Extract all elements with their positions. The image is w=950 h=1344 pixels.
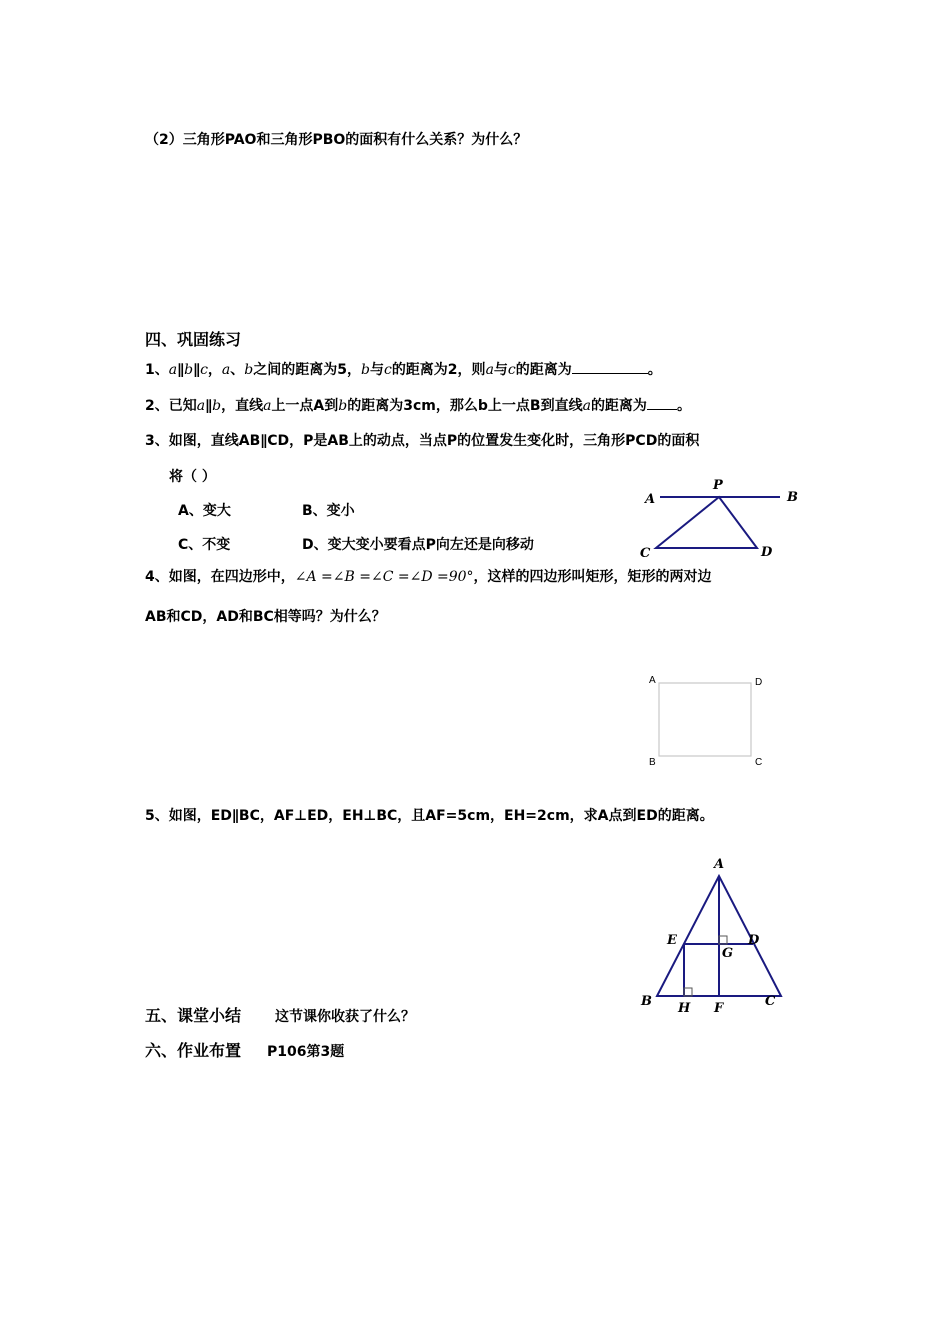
q1-number: 1、: [145, 362, 169, 378]
q1-text-5: 的距离为2，则: [391, 362, 486, 378]
section-6: [145, 1038, 344, 1061]
q5-label-b: B: [641, 994, 652, 1009]
q1-var-a2: a: [221, 362, 231, 378]
q2-text-3: 上一点A到: [271, 398, 339, 414]
q3-option-a[interactable]: A、变大: [178, 503, 231, 519]
q1-var-c2: c: [383, 362, 392, 378]
q2-text-4: 的距离为3cm，那么b上一点B到直线: [347, 398, 583, 414]
q4-formula: ∠A =∠B =∠C =∠D =90°: [294, 569, 474, 585]
q5-label-g: G: [722, 946, 734, 961]
q1-text-3: 之间的距离为5，: [253, 362, 361, 378]
q1-var-b3: b: [361, 362, 370, 378]
question-part-2: （2）三角形PAO和三角形PBO的面积有什么关系？为什么？: [145, 132, 528, 148]
q3-option-b[interactable]: B、变小: [302, 503, 355, 519]
q1-text-4: 与: [369, 362, 384, 378]
q4-label-c: C: [755, 757, 763, 768]
q1-var-c3: c: [507, 362, 516, 378]
question-5: 5、如图，ED∥BC，AF⊥ED，EH⊥BC，且AF=5cm，EH=2cm，求A点到ED的距离。: [145, 808, 714, 824]
q2-text-5: 的距离为: [590, 398, 647, 414]
q4-text-1: 4、如图，在四边形中，: [145, 569, 295, 585]
q4-label-b: B: [649, 757, 656, 768]
q2-var-a: a: [196, 398, 206, 414]
q5-label-e: E: [667, 933, 677, 948]
q2-var-b: b: [212, 398, 222, 414]
q1-var-a3: a: [485, 362, 494, 378]
q1-text-2: 、: [230, 362, 245, 378]
q5-right-angle-g: [719, 936, 727, 944]
q1-text-6: 与: [493, 362, 508, 378]
section-5-text: 这节课你收获了什么？: [275, 1009, 416, 1025]
q1-parallel-1: ∥: [177, 362, 185, 378]
q1-end: 。: [647, 362, 662, 378]
question-3-line-2: 将（ ）: [169, 469, 216, 485]
q3-option-d[interactable]: D、变大变小要看点P向左还是向移动: [302, 537, 534, 553]
q3-label-p: P: [713, 478, 723, 493]
question-3: 3、如图，直线AB∥CD，P是AB上的动点，当点P的位置发生变化时，三角形PCD的面积: [145, 433, 700, 449]
section-6-title: 六、作业布置: [145, 1041, 242, 1060]
question-4-line-2: AB和CD，AD和BC相等吗？为什么？: [145, 609, 386, 625]
q1-var-c: c: [200, 362, 208, 378]
q5-right-angle-h: [684, 988, 692, 996]
q5-label-a: A: [714, 857, 725, 872]
q2-text-2: ，直线: [221, 398, 264, 414]
q2-end: 。: [676, 398, 691, 414]
q2-var-b2: b: [338, 398, 348, 414]
section-6-text: P106第3题: [267, 1044, 345, 1060]
q5-label-f: F: [714, 1001, 724, 1016]
q1-text-7: 的距离为: [515, 362, 572, 378]
q2-text-1: 已知: [168, 398, 197, 414]
section-5: [145, 1003, 415, 1026]
section-5-title: 五、课堂小结: [145, 1006, 242, 1025]
q1-var-b2: b: [244, 362, 254, 378]
q4-label-d: D: [755, 677, 763, 688]
q5-label-h: H: [678, 1001, 691, 1016]
q4-label-a: A: [649, 675, 656, 686]
q1-parallel-2: ∥: [193, 362, 201, 378]
q3-option-c[interactable]: C、不变: [178, 537, 231, 553]
q4-text-2: ，这样的四边形叫矩形，矩形的两对边: [473, 569, 712, 585]
section-4-title: 四、巩固练习: [145, 330, 242, 349]
q5-label-d: D: [748, 933, 760, 948]
q2-var-a2: a: [263, 398, 272, 414]
q1-var-a: a: [168, 362, 178, 378]
q3-label-d: D: [761, 545, 773, 560]
q3-label-a: A: [645, 492, 656, 507]
q1-var-b: b: [184, 362, 194, 378]
q3-label-c: C: [640, 546, 651, 561]
q2-var-a3: a: [582, 398, 591, 414]
q2-number: 2、: [145, 398, 169, 414]
q3-label-b: B: [787, 490, 798, 505]
q1-text-1: ，: [207, 362, 222, 378]
q5-label-c: C: [765, 994, 776, 1009]
q2-parallel: ∥: [205, 398, 213, 414]
